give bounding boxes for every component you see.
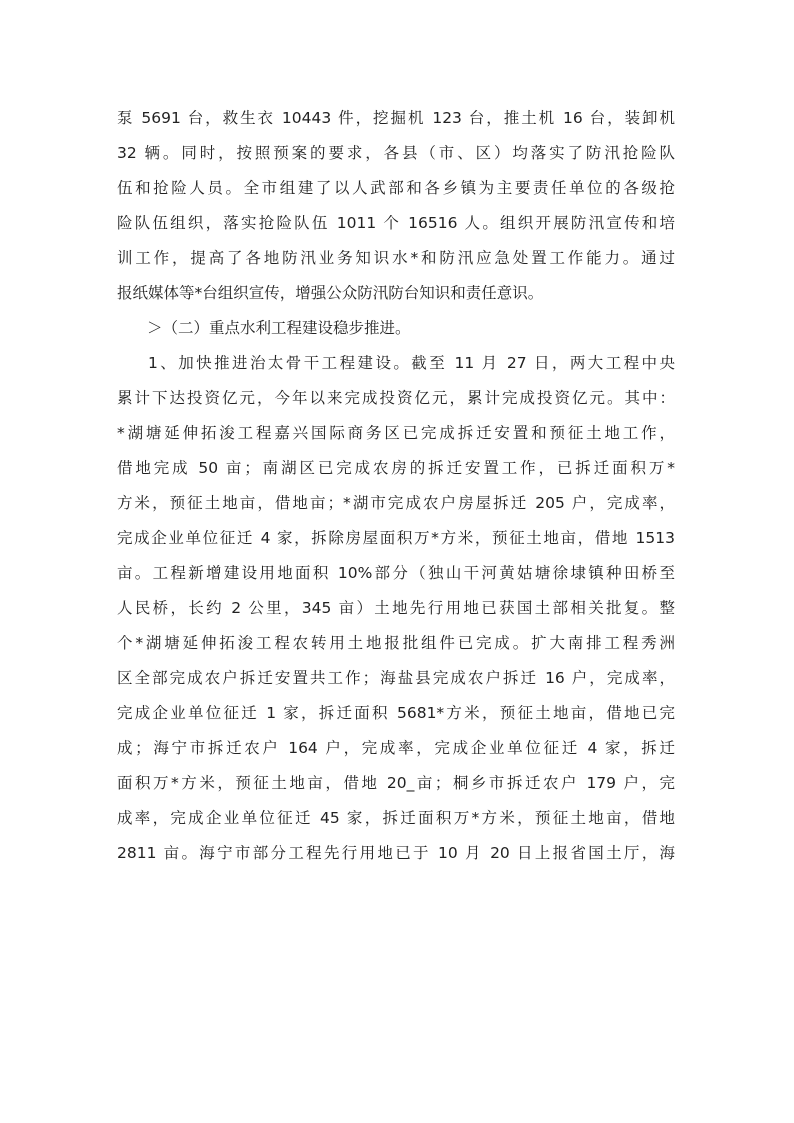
section-paragraph-line: 2811 亩。海宁市部分工程先行用地已于 10 月 20 日上报省国土厅，海 — [117, 844, 675, 862]
section-paragraph-line: 完成企业单位征迁 1 家，拆迁面积 5681*方米，预征土地亩，借地已完 — [117, 704, 675, 722]
section-paragraph-line: *湖塘延伸拓浚工程嘉兴国际商务区已完成拆迁安置和预征土地工作， — [117, 424, 675, 442]
section-paragraph-line: 亩。工程新增建设用地面积 10%部分（独山干河黄姑塘徐埭镇种田桥至 — [117, 564, 675, 582]
document-page — [117, 101, 675, 871]
paragraph-line: 32 辆。同时，按照预案的要求，各县（市、区）均落实了防汛抢险队 — [117, 144, 675, 162]
paragraph-line: 报纸媒体等*台组织宣传，增强公众防汛防台知识和责任意识。 — [117, 284, 544, 302]
section-paragraph-line: 完成企业单位征迁 4 家，拆除房屋面积万*方米，预征土地亩，借地 1513 — [117, 529, 675, 547]
section-paragraph-line: 人民桥，长约 2 公里，345 亩）土地先行用地已获国土部相关批复。整 — [117, 599, 675, 617]
paragraph-line: 伍和抢险人员。全市组建了以人武部和各乡镇为主要责任单位的各级抢 — [117, 179, 675, 197]
section-paragraph-line: 成率，完成企业单位征迁 45 家，拆迁面积万*方米，预征土地亩，借地 — [117, 809, 675, 827]
section-paragraph-line: 区全部完成农户拆迁安置共工作；海盐县完成农户拆迁 16 户，完成率， — [117, 669, 675, 687]
section-paragraph-line: 成；海宁市拆迁农户 164 户，完成率，完成企业单位征迁 4 家，拆迁 — [117, 739, 675, 757]
section-paragraph-line: 累计下达投资亿元，今年以来完成投资亿元，累计完成投资亿元。其中： — [117, 389, 675, 407]
section-paragraph-line: 面积万*方米，预征土地亩，借地 20_亩；桐乡市拆迁农户 179 户，完 — [117, 774, 675, 792]
paragraph-line: 训工作，提高了各地防汛业务知识水*和防汛应急处置工作能力。通过 — [117, 249, 675, 267]
section-paragraph-line: 借地完成 50 亩；南湖区已完成农房的拆迁安置工作，已拆迁面积万* — [117, 459, 675, 477]
paragraph-line: 泵 5691 台，救生衣 10443 件，挖掘机 123 台，推土机 16 台，装卸机 — [117, 109, 675, 127]
section-paragraph-line: 个*湖塘延伸拓浚工程农转用土地报批组件已完成。扩大南排工程秀洲 — [117, 634, 675, 652]
section-paragraph-line: 1、加快推进治太骨干工程建设。截至 11 月 27 日，两大工程中央 — [148, 354, 675, 372]
section-paragraph-line: 方米，预征土地亩，借地亩；*湖市完成农户房屋拆迁 205 户，完成率， — [117, 494, 675, 512]
section-heading: ＞（二）重点水利工程建设稳步推进。 — [147, 319, 411, 337]
paragraph-line: 险队伍组织，落实抢险队伍 1011 个 16516 人。组织开展防汛宣传和培 — [117, 214, 675, 232]
